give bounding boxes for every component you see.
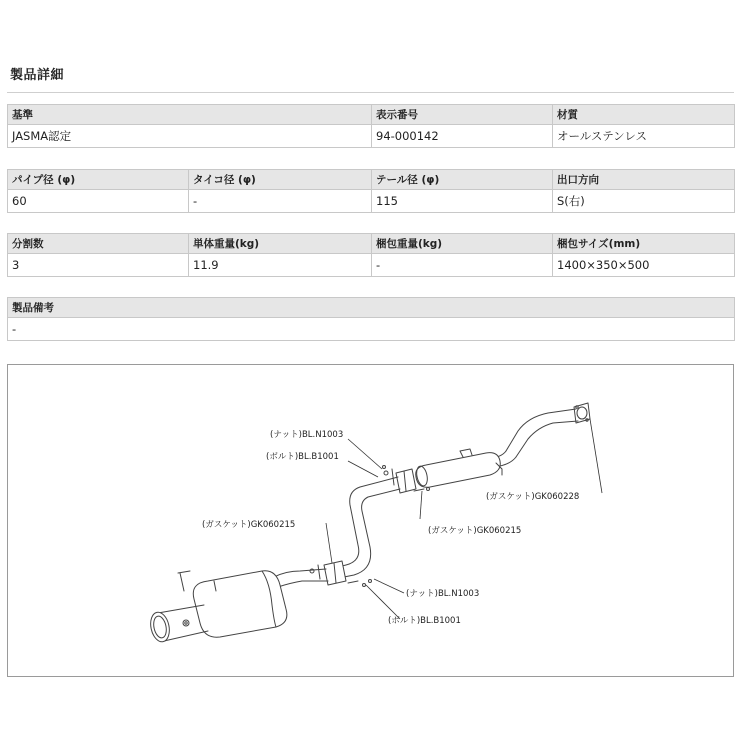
label-nut-top: (ナット)BL.N1003 bbox=[270, 430, 344, 440]
front-pipe bbox=[488, 409, 578, 467]
table-row bbox=[8, 254, 735, 277]
value-display-number: 94-000142 bbox=[372, 125, 553, 148]
header-split-count: 分割数 bbox=[8, 234, 189, 254]
header-muffler-diameter: タイコ径 (φ) bbox=[189, 170, 372, 190]
header-package-weight: 梱包重量(kg) bbox=[372, 234, 553, 254]
value-package-size: 1400×350×500 bbox=[553, 254, 735, 277]
value-material: オールステンレス bbox=[553, 125, 735, 148]
header-exit-direction: 出口方向 bbox=[553, 170, 735, 190]
title-divider bbox=[7, 92, 734, 93]
value-product-notes: - bbox=[8, 318, 735, 341]
table-row bbox=[8, 190, 735, 213]
label-bolt-top: (ボルト)BL.B1001 bbox=[266, 452, 339, 462]
table-row bbox=[8, 125, 735, 148]
header-pipe-diameter: パイプ径 (φ) bbox=[8, 170, 189, 190]
label-gasket-mid: (ガスケット)GK060215 bbox=[428, 526, 522, 536]
spec-table-standard bbox=[7, 104, 735, 148]
header-standard: 基準 bbox=[8, 105, 372, 125]
value-exit-direction: S(右) bbox=[553, 190, 735, 213]
header-package-size: 梱包サイズ(mm) bbox=[553, 234, 735, 254]
label-gasket-right: (ガスケット)GK060228 bbox=[486, 492, 580, 502]
table-row bbox=[8, 318, 735, 341]
value-muffler-diameter: - bbox=[189, 190, 372, 213]
exhaust-diagram-frame bbox=[7, 364, 734, 677]
header-display-number: 表示番号 bbox=[372, 105, 553, 125]
table-header-row bbox=[8, 105, 735, 125]
label-bolt-bottom: (ボルト)BL.B1001 bbox=[388, 616, 461, 626]
label-gasket-left: (ガスケット)GK060215 bbox=[202, 520, 296, 530]
spec-table-notes bbox=[7, 297, 735, 341]
value-standard: JASMA認定 bbox=[8, 125, 372, 148]
front-flange bbox=[574, 403, 590, 423]
header-product-notes: 製品備考 bbox=[8, 298, 735, 318]
header-material: 材質 bbox=[553, 105, 735, 125]
table-header-row bbox=[8, 234, 735, 254]
table-header-row bbox=[8, 298, 735, 318]
exhaust-system-illustration bbox=[8, 365, 733, 676]
value-package-weight: - bbox=[372, 254, 553, 277]
value-unit-weight: 11.9 bbox=[189, 254, 372, 277]
value-split-count: 3 bbox=[8, 254, 189, 277]
header-unit-weight: 単体重量(kg) bbox=[189, 234, 372, 254]
center-resonator bbox=[415, 449, 502, 487]
label-nut-bottom: (ナット)BL.N1003 bbox=[406, 589, 480, 599]
table-header-row bbox=[8, 170, 735, 190]
spec-table-weights bbox=[7, 233, 735, 277]
spec-table-dimensions bbox=[7, 169, 735, 213]
section-title: 製品詳細 bbox=[10, 68, 65, 83]
main-muffler bbox=[178, 571, 287, 637]
header-tail-diameter: テール径 (φ) bbox=[372, 170, 553, 190]
value-tail-diameter: 115 bbox=[372, 190, 553, 213]
value-pipe-diameter: 60 bbox=[8, 190, 189, 213]
